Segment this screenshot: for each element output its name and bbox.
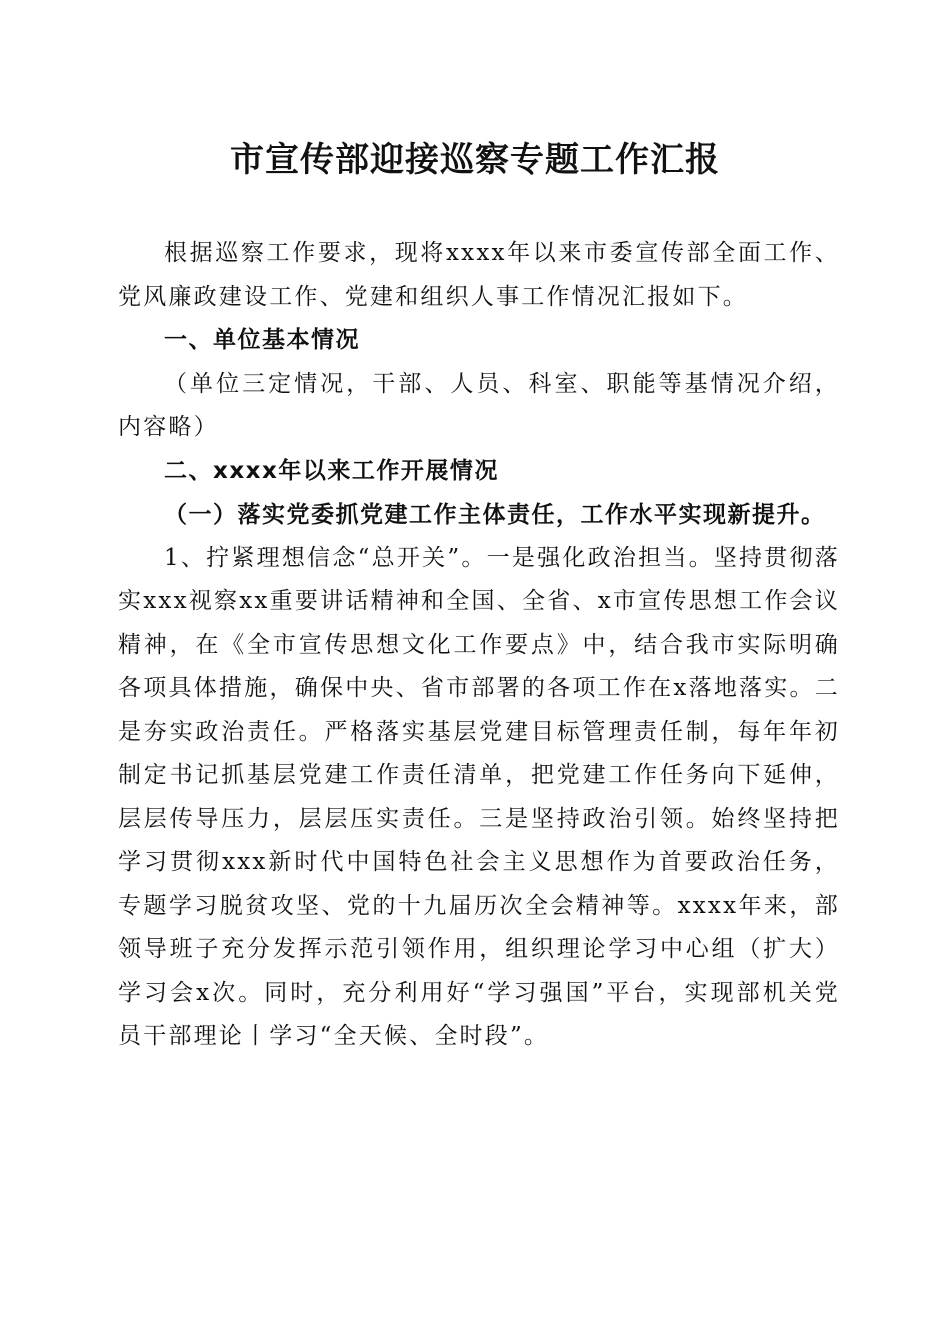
section2-heading: 二、xxxx年以来工作开展情况: [164, 457, 499, 484]
subsection1-heading: （一）落实党委抓党建工作主体责任，工作水平实现新提升。: [164, 501, 826, 528]
paragraph-1: 1、拧紧理想信念“总开关”。一是强化政治担当。坚持贯彻落实xxx视察xx重要讲话精神和全国、全省、x市宣传思想工作会议精神，在《全市宣传思想文化工作要点》中，结合我市实际明确各项具体措施，确保中央、省市部署的各项工作在x落地落实。二是夯实政治责任。严格落实基层党建目标管理责任制，每年年初制定书记抓基层党建工作责任清单，把党建工作任务向下延伸，层层传导压力，层层压实责任。三是坚持政治引领。始终坚持把学习贯彻xxx新时代中国特色社会主义思想作为首要政治任务，专题学习脱贫攻坚、党的十九届历次全会精神等。xxxx年来，部领导班子充分发挥示范引领作用，组织理论学习中心组（扩大）学习会x次。同时，充分利用好“学习强国”平台，实现部机关党员干部理论丨学习“全天候、全时段”。: [118, 544, 840, 1049]
document-body: [118, 232, 840, 1059]
section1-body: （单位三定情况，干部、人员、科室、职能等基情况介绍，内容略）: [118, 370, 840, 440]
document-title: 市宣传部迎接巡察专题工作汇报: [230, 140, 720, 180]
intro-paragraph: 根据巡察工作要求，现将xxxx年以来市委宣传部全面工作、党风廉政建设工作、党建和组织人事工作情况汇报如下。: [118, 240, 840, 310]
section1-heading: 一、单位基本情况: [164, 327, 360, 353]
